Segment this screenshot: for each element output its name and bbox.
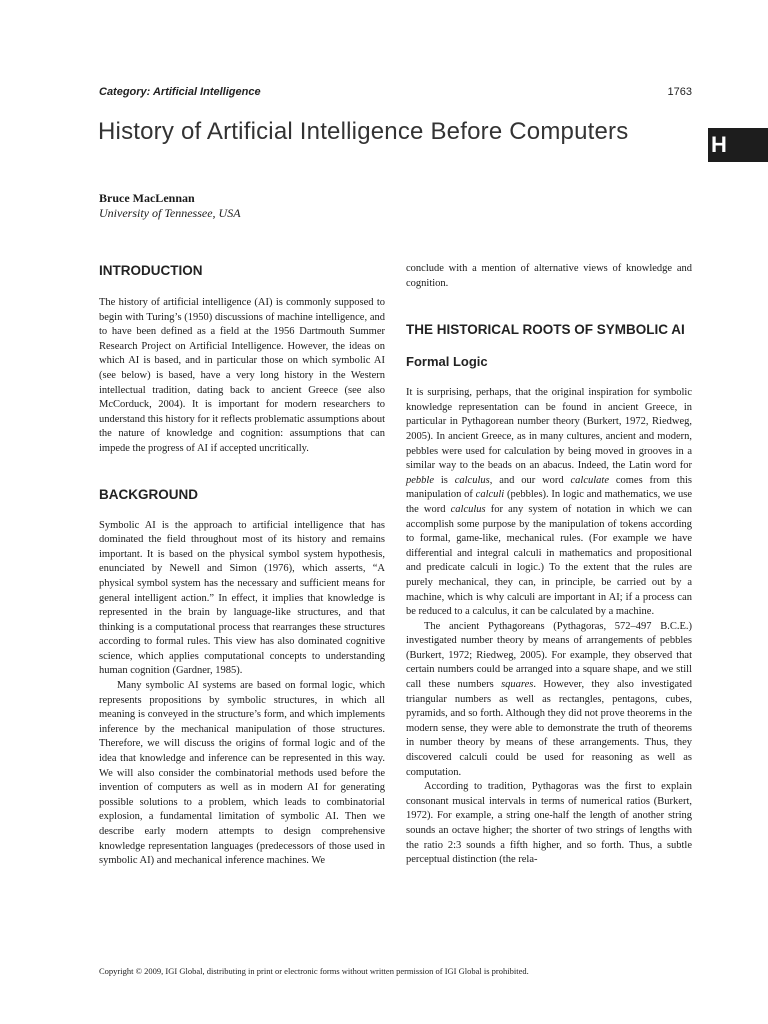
background-paragraph-2: Many symbolic AI systems are based on formal logic, which represents propositions by symbolic structures, in which all meaning is conveyed in the structure’s form, and which implements inference by the mechanical manipulation of those structures. Therefore, we will discuss the origins of formal logic and of the idea that knowledge and inference can be represented in this way. We will also consider the combinatorial methods used before the invention of computers as well as in modern AI for generating possible solutions to a problem, which leads to combinatorial explosion, a fundamental limitation of symbolic AI. Then we describe early modern attempts to design comprehensive knowledge representation languages (predecessors of those used in symbolic AI) and mechanical inference machines. We: [99, 680, 385, 867]
article-title: History of Artificial Intelligence Before Computers: [98, 118, 629, 145]
formal-logic-paragraph-3: According to tradition, Pythagoras was the first to explain consonant musical intervals in terms of numerical ratios (Burkert, 1972). For example, a string one-half the length of another string sounds an octave higher; the shorter of two strings of lengths with the ratio 2:3 sounds a fifth higher, and so forth. Thus, a subtle perceptual distinction (the rela-: [406, 781, 692, 866]
formal-logic-paragraph-1: It is surprising, perhaps, that the original inspiration for symbolic knowledge representation can be found in ancient Greece, in particular in Pythagorean number theory (Burkert, 1972, Riedweg, 2005). In ancient Greece, as in many cultures, ancient and modern, pebbles were used for calculation by being moved in grooves in a similar way to the beads on an abacus. Indeed, the Latin word for pebble is calculus, and our word calculate comes from this manipulation of calculi (pebbles). In logic and mathematics, we use the word calculus for any system of notation in which we can accomplish some purpose by the manipulation of tokens according to formal, game-like, mechanical rules. (For example we have differential and integral calculi in mathematics and propositional and predicate calculi in logic.) To the extent that the rules are purely mechanical, they can, in principle, be carried out by a machine, which is why calculi are important in AI; if a process can be reduced to a calculus, it can be calculated by a machine.: [406, 387, 692, 618]
introduction-heading: INTRODUCTION: [99, 263, 203, 278]
background-heading: BACKGROUND: [99, 486, 198, 502]
background-continuation: conclude with a mention of alternative views of knowledge and cognition.: [406, 263, 692, 289]
category-label: Category: Artificial Intelligence: [99, 86, 261, 98]
section-tab: H: [708, 128, 768, 162]
formal-logic-paragraph-2: The ancient Pythagoreans (Pythagoras, 572–497 B.C.E.) investigated number theory by means of arrangements of pebbles (Burkert, 1972; Riedweg, 2005). For example, they observed that certain numbers could be arranged into a square shape, and we still call these numbers squares. However, they also investigated triangular numbers as well as rectangles, pentagons, cubes, pyramids, and so forth. Although they did not prove theorems in the modern sense, they were able to demonstrate the truth of theorems in number theory by means of these arrangements. Thus, they discovered calculi could be used for reasoning as well as computation.: [406, 620, 693, 778]
background-paragraph-1: Symbolic AI is the approach to artificial intelligence that has dominated the field throughout most of its history and remains important. It is based on the physical symbol system hypothesis, enunciated by Newell and Simon (1976), which asserts, “A physical symbol system has the necessary and sufficient means for general intelligent action.” In effect, it implies that knowledge is represented in the brain by language-like structures, and that thinking is a computational process that rearranges these structures according to formal rules. This view has also dominated cognitive science, which applies computational concepts to understanding human cognition (Gardner, 1985).: [99, 519, 385, 677]
page-number: 1763: [667, 86, 692, 98]
right-column: [406, 262, 692, 868]
formal-logic-subheading: Formal Logic: [406, 354, 488, 370]
copyright-footer: Copyright © 2009, IGI Global, distributing in print or electronic forms without written permission of IGI Global is prohibited.: [99, 966, 529, 976]
author-affiliation: University of Tennessee, USA: [99, 206, 241, 220]
left-column: [99, 262, 385, 869]
historical-roots-heading: THE HISTORICAL ROOTS OF SYMBOLIC AI: [406, 322, 685, 338]
introduction-paragraph: The history of artificial intelligence (AI) is commonly supposed to begin with Turing’s (1950) discussions of machine intelligence, and to have been defined as a field at the 1956 Dartmouth Summer Research Project on Artificial Intelligence. However, the ideas on which AI is based, and in particular those on which symbolic AI (see below) is based, have a very long history in the Western intellectual tradition, dating back to ancient Greece (see also McCorduck, 2004). It is important for modern researchers to understand this history for it reflects problematic assumptions about the nature of knowledge and cognition: assumptions that can impede the progress of AI if accepted uncritically.: [99, 297, 385, 454]
author-name: Bruce MacLennan: [99, 191, 195, 205]
